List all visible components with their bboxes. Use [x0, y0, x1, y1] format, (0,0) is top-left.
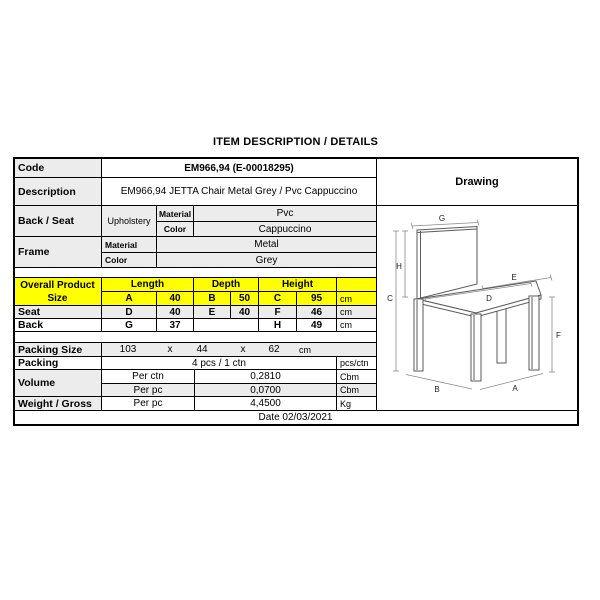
- dim-label-g: G: [438, 214, 446, 223]
- volume-per-pc-unit: Cbm: [337, 384, 377, 397]
- code-value: EM966,94 (E-00018295): [102, 159, 377, 178]
- packing-value: 4 pcs / 1 ctn: [102, 357, 337, 370]
- volume-per-pc-value: 0,0700: [195, 384, 337, 397]
- chair-drawing: [377, 206, 577, 411]
- spacer-row: [14, 332, 377, 343]
- seat-unit: cm: [337, 306, 377, 319]
- frame-color-key: Color: [102, 253, 157, 268]
- seat-depth-value: 40: [231, 306, 259, 319]
- seat-depth-key: E: [194, 306, 231, 319]
- weight-value: 4,4500: [195, 397, 337, 411]
- weight-label: Weight / Gross: [14, 397, 102, 411]
- seat-length-key: D: [102, 306, 157, 319]
- packing-size-label: Packing Size: [14, 343, 102, 357]
- packing-label: Packing: [14, 357, 102, 370]
- back-label: Back: [14, 319, 102, 332]
- back-length-value: 37: [157, 319, 194, 332]
- back-seat-color-value: Cappuccino: [194, 222, 377, 237]
- frame-label: Frame: [14, 237, 102, 268]
- drawing-header: Drawing: [377, 159, 577, 206]
- volume-per-ctn-key: Per ctn: [102, 370, 195, 384]
- seat-label: Seat: [14, 306, 102, 319]
- seat-height-key: F: [259, 306, 297, 319]
- page-title: ITEM DESCRIPTION / DETAILS: [212, 136, 379, 148]
- packing-size-sep2: x: [240, 344, 246, 355]
- frame-material-value: Metal: [157, 237, 377, 253]
- volume-per-ctn-value: 0,2810: [195, 370, 337, 384]
- overall-length-key: A: [102, 292, 157, 306]
- packing-unit: pcs/ctn: [337, 357, 377, 370]
- overall-height-value: 95: [297, 292, 337, 306]
- frame-material-key: Material: [102, 237, 157, 253]
- seat-height-value: 46: [297, 306, 337, 319]
- length-header: Length: [102, 278, 194, 292]
- height-header: Height: [259, 278, 337, 292]
- unit-header-empty: [337, 278, 377, 292]
- volume-per-ctn-unit: Cbm: [337, 370, 377, 384]
- overall-height-key: C: [259, 292, 297, 306]
- date-row: Date 02/03/2021: [258, 412, 333, 423]
- packing-size-v3: 62: [268, 344, 280, 355]
- back-height-value: 49: [297, 319, 337, 332]
- packing-size-v2: 44: [196, 344, 208, 355]
- back-length-key: G: [102, 319, 157, 332]
- code-label: Code: [14, 159, 102, 178]
- size-section-label-line2: Size: [47, 292, 68, 304]
- volume-per-pc-key: Per pc: [102, 384, 195, 397]
- packing-size-sep1: x: [167, 344, 173, 355]
- weight-key: Per pc: [102, 397, 195, 411]
- back-seat-label: Back / Seat: [14, 206, 102, 237]
- size-section-label: [14, 278, 102, 306]
- dim-label-e: E: [511, 273, 517, 282]
- depth-header: Depth: [194, 278, 259, 292]
- drawing-panel: [377, 159, 577, 411]
- overall-unit: cm: [337, 292, 377, 306]
- dim-label-h: H: [396, 262, 402, 271]
- frame-color-value: Grey: [157, 253, 377, 268]
- seat-length-value: 40: [157, 306, 194, 319]
- dim-label-a: A: [512, 384, 518, 393]
- dim-label-f: F: [556, 331, 561, 340]
- description-label: Description: [14, 178, 102, 206]
- overall-length-value: 40: [157, 292, 194, 306]
- back-depth-empty: [194, 319, 259, 332]
- dim-label-c: C: [387, 294, 393, 303]
- description-value: EM966,94 JETTA Chair Metal Grey / Pvc Cappuccino: [102, 178, 377, 206]
- back-seat-material-value: Pvc: [194, 206, 377, 222]
- weight-unit: Kg: [337, 397, 377, 411]
- back-unit: cm: [337, 319, 377, 332]
- size-section-label-line1: Overall Product: [20, 279, 95, 291]
- volume-label: Volume: [14, 370, 102, 397]
- back-seat-material-key: Material: [157, 206, 194, 222]
- overall-depth-value: 50: [231, 292, 259, 306]
- upholstery-label: Upholstery: [102, 206, 157, 237]
- packing-size-v1: 103: [119, 344, 137, 355]
- dim-label-b: B: [434, 385, 440, 394]
- back-height-key: H: [259, 319, 297, 332]
- overall-depth-key: B: [194, 292, 231, 306]
- spacer-row: [14, 268, 377, 278]
- dim-label-d: D: [486, 294, 492, 303]
- back-seat-color-key: Color: [157, 222, 194, 237]
- packing-size-value: [102, 343, 377, 357]
- packing-size-unit: cm: [299, 344, 311, 355]
